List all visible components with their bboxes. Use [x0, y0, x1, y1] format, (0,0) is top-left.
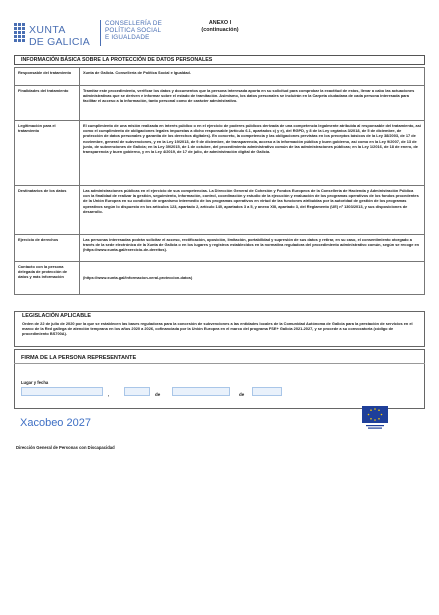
de-separator: de [155, 392, 161, 397]
row-text: (https://www.xunta.gal/informacion-xeral-proteccion-datos) [80, 262, 425, 295]
data-protection-title: INFORMACIÓN BÁSICA SOBRE LA PROTECCIÓN DE DATOS PERSONALES [14, 55, 425, 65]
table-row [15, 262, 425, 295]
de-separator: de [239, 392, 245, 397]
signature-title: FIRMA DE LA PERSONA REPRESENTANTE [21, 355, 137, 361]
xacobeo-logo [20, 414, 120, 429]
xunta-logo [14, 21, 104, 49]
row-text: Las personas interesadas podrán solicitar el acceso, rectificación, oposición, limitación, portabilidad y supresión de sus datos y retirar, en su caso, el consentimiento otorgado a través de la sede electrónica de la Xunta de Galicia o en los lugares y registros establecidos en la normativa reguladora del procedimiento administrativo común, según se recoge en (https://www.xunta.gal/exercicio-de-dereitos). [80, 235, 425, 262]
row-label: Finalidades del tratamiento [15, 86, 80, 121]
row-text: Las administraciones públicas en el ejercicio de sus competencias. La Dirección General de Cohesión y Fondos Europeos de la Consellería de Hacienda y Administración Pública con la finalidad de realizar la gestión, seguimiento, información, control, coordinación y estudio de la ejecución y evaluación de los programas operativos de los fondos procedentes de la Unión Europea en su condición de organismo intermedio de los programas operativos en virtud de las funciones atribuidas por la autoridad de gestión de los programas operativos según lo dispuesto en los artículos 123, apartado 2, artículo 140, apartados 3 a 5, y anexo XIII, apartado 3, del Reglamento (UE) nº 1303/2013, y sus disposiciones de desarrollo. [80, 186, 425, 235]
svg-text:XUNTA: XUNTA [29, 24, 66, 36]
table-row [15, 121, 425, 186]
row-text: Xunta de Galicia. Consellería de Política Social e Igualdad. [80, 68, 425, 86]
department-line: CONSELLERÍA DE [105, 20, 163, 27]
place-field[interactable] [21, 387, 103, 396]
row-label: Ejercicio de derechos [15, 235, 80, 262]
row-label: Responsable del tratamiento [15, 68, 80, 86]
annex-heading [180, 20, 260, 34]
row-text: Tramitar este procedimiento, verificar los datos y documentos que la persona interesada aporta en su solicitud para comprobar la exactitud de estos, llevar a cabo las actuaciones administrativas que se deriven e informar sobre el estado de tramitación. Asimismo, los datos personales se incluirán en la Carpeta ciudadana de cada persona interesada para facilitar el acceso a la información, tanto personal como de carácter administrativo. [80, 86, 425, 121]
department-line: E IGUALDADE [105, 33, 150, 41]
data-protection-table [14, 67, 425, 295]
table-row [15, 86, 425, 121]
table-row [15, 235, 425, 262]
comma-separator: , [108, 392, 110, 397]
annex-subtitle: (continuación) [201, 27, 239, 33]
header-divider [100, 20, 101, 46]
year-field[interactable] [252, 387, 282, 396]
department-name [105, 21, 162, 42]
row-label: Legitimación para el tratamiento [15, 121, 80, 186]
table-row [15, 186, 425, 235]
place-date-label: Lugar y fecha [21, 380, 49, 385]
department-line: POLÍTICA SOCIAL [105, 26, 162, 34]
legal-text: Orden de 22 de julio de 2020 por la que se establecen las bases reguladoras para la concesión de subvenciones a las entidades locales de la Comunidad Autónoma de Galicia para la prestación de servicios en el marco de la Red gallega de atención temprana en los años 2020 a 2026, cofinanciada por la Unión Europea en el marco del programa FSE+ Galicia 2021-2027, y se procede a su convocatoria (código de procedimiento BS700A). [22, 321, 413, 337]
xacobeo-text: Xacobeo 2027 [20, 417, 91, 429]
row-label: Destinatarios de los datos [15, 186, 80, 235]
month-field[interactable] [172, 387, 230, 396]
row-label: Contacto con la persona delegada de protección de datos y más información [15, 262, 80, 295]
issuer-name: Dirección General de Personas con Discapacidad [16, 445, 115, 450]
legal-title: LEGISLACIÓN APLICABLE [22, 313, 91, 319]
table-row [15, 68, 425, 86]
row-text: El cumplimiento de una misión realizada en interés público o en el ejercicio de poderes públicos derivada de una competencia legalmente atribuida al responsable del tratamiento, así como el cumplimiento de obligaciones legales impuestas a dicho responsable (artículo 6.1, apartados c) y e), del RGPD, y 8 de la Ley orgánica 3/2018, de 5 de diciembre, de protección de datos personales y garantía de los derechos digitales). En concreto, la competencia y las obligaciones previstas en los preceptos básicos de la Ley 38/2003, de 17 de noviembre, general de subvenciones, y en la Ley 19/2013, de 9 de diciembre, de transparencia, acceso a la información pública y buen gobierno, así como en la Ley 9/2007, de 13 de junio, de subvenciones de Galicia; en la Ley 39/2015, de 1 de octubre, del procedimiento administrativo común de las administraciones públicas; en la Ley 1/2016, de 18 de enero, de transparencia y buen gobierno, y en la Ley 4/2019, de 17 de julio, de administración digital de Galicia. [80, 121, 425, 186]
signature-divider [14, 363, 425, 364]
annex-title: ANEXO I [208, 20, 232, 26]
svg-text:DE GALICIA: DE GALICIA [29, 36, 90, 48]
eu-flag-icon [362, 406, 388, 432]
day-field[interactable] [124, 387, 150, 396]
